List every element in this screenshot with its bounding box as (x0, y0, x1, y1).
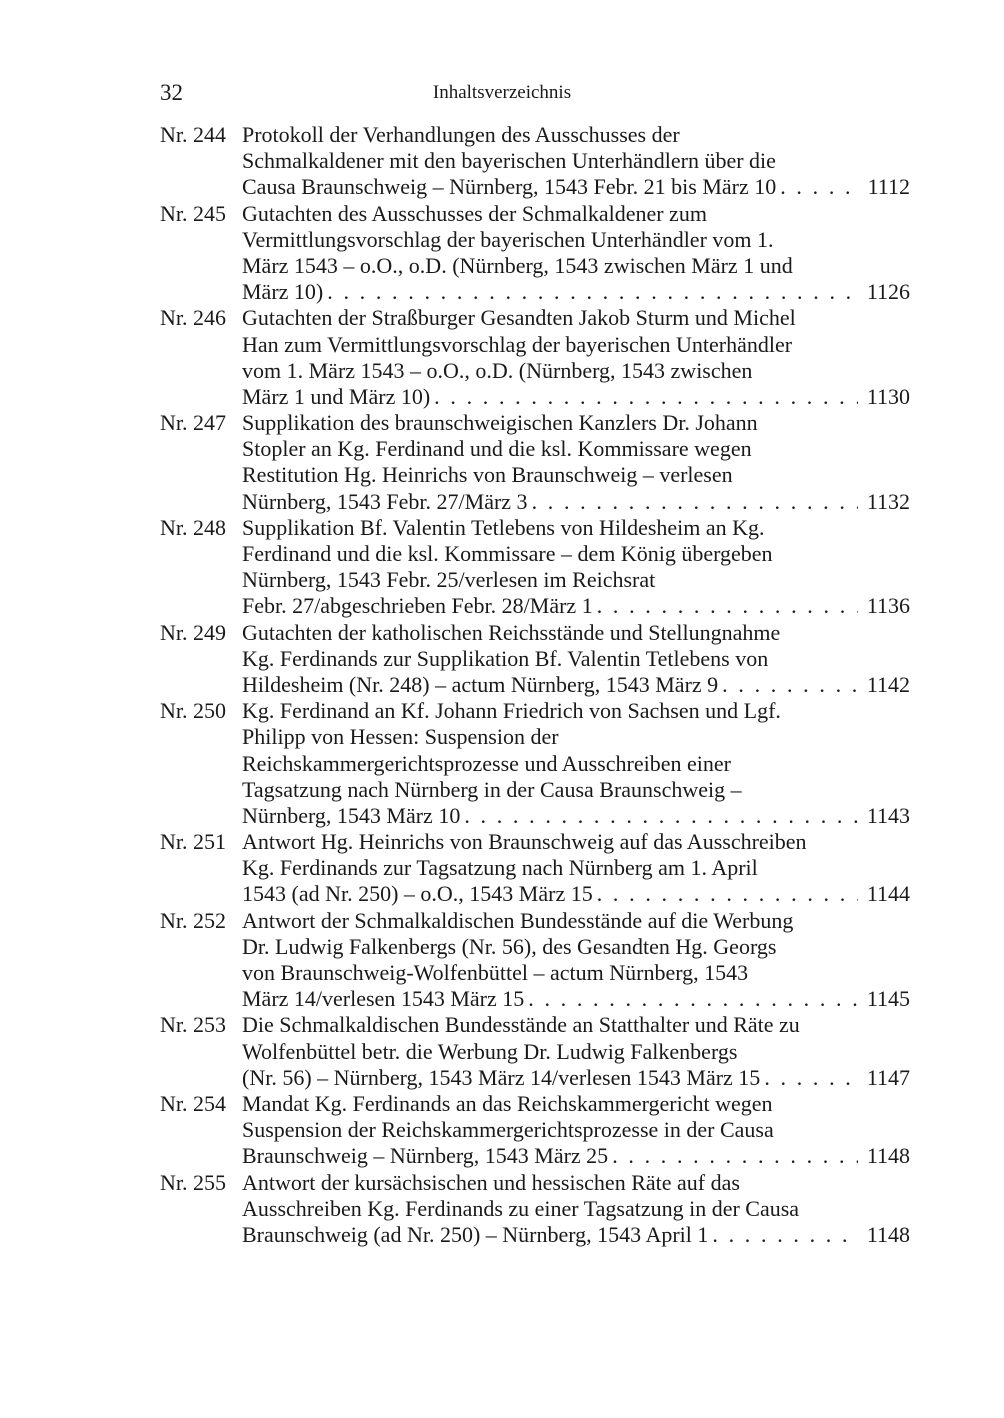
toc-entry (160, 515, 910, 620)
page-reference: 1147 (866, 1064, 910, 1090)
entry-title-line: Nürnberg, 1543 Febr. 25/verlesen im Reichsrat (242, 567, 656, 593)
entry-title-line: Gutachten der Straßburger Gesandten Jakob Sturm und Michel (242, 305, 796, 331)
toc-entry (160, 1170, 910, 1249)
entry-title-line: (Nr. 56) – Nürnberg, 1543 März 14/verlesen 1543 März 15 (242, 1064, 761, 1090)
toc-entry (160, 620, 910, 699)
dot-leader (764, 1065, 858, 1091)
page-reference: 1142 (866, 671, 910, 697)
entry-title-line: Ausschreiben Kg. Ferdinands zu einer Tagsatzung in der Causa (242, 1195, 800, 1221)
entry-title-line: Hildesheim (Nr. 248) – actum Nürnberg, 1543 März 9 (242, 671, 719, 697)
entry-title-line: vom 1. März 1543 – o.O., o.D. (Nürnberg, 1543 zwischen (242, 357, 753, 383)
entry-title-line: Han zum Vermittlungsvorschlag der bayerischen Unterhändler (242, 331, 793, 357)
entry-title-line: Antwort Hg. Heinrichs von Braunschweig auf das Ausschreiben (242, 829, 807, 855)
entry-last-line (242, 384, 910, 410)
entry-title-line: Dr. Ludwig Falkenbergs (Nr. 56), des Gesandten Hg. Georgs (242, 933, 777, 959)
entry-title-line: März 14/verlesen 1543 März 15 (242, 986, 525, 1012)
entry-last-line (242, 1143, 910, 1169)
toc-entry (160, 908, 910, 1013)
entry-title-line: Protokoll der Verhandlungen des Ausschusses der (242, 122, 680, 147)
entry-title-line: Stopler an Kg. Ferdinand und die ksl. Kommissare wegen (242, 436, 752, 462)
entry-title-line: Wolfenbüttel betr. die Werbung Dr. Ludwig Falkenbergs (242, 1038, 738, 1064)
entry-title (242, 1091, 910, 1170)
entry-title-line: Kg. Ferdinands zur Tagsatzung nach Nürnberg am 1. April (242, 855, 758, 881)
toc-entry (160, 1091, 910, 1170)
entry-title-line: Reichskammergerichtsprozesse und Ausschreiben einer (242, 750, 731, 776)
entry-title (242, 1012, 910, 1091)
entry-title (242, 620, 910, 699)
entry-last-line (242, 986, 910, 1012)
entry-title-line: Supplikation des braunschweigischen Kanzlers Dr. Johann (242, 410, 758, 436)
entry-title-line: Mandat Kg. Ferdinands an das Reichskammergericht wegen (242, 1090, 773, 1116)
toc-entry (160, 305, 910, 410)
entry-title-line: Restitution Hg. Heinrichs von Braunschweig – verlesen (242, 462, 733, 488)
dot-leader (712, 1222, 858, 1248)
dot-leader (722, 672, 858, 698)
toc-entry (160, 829, 910, 908)
dot-leader (532, 489, 858, 515)
entry-title (242, 1170, 910, 1249)
entry-title-line: Antwort der kursächsischen und hessischen Räte auf das (242, 1169, 740, 1195)
entry-title-line: 1543 (ad Nr. 250) – o.O., 1543 März 15 (242, 881, 593, 907)
toc-entry (160, 201, 910, 306)
entry-number: Nr. 253 (160, 1012, 226, 1038)
entry-title (242, 122, 910, 201)
page-reference: 1130 (866, 383, 910, 409)
entry-title-line: Supplikation Bf. Valentin Tetlebens von Hildesheim an Kg. (242, 514, 765, 540)
page-reference: 1112 (867, 174, 910, 200)
entry-number: Nr. 248 (160, 514, 226, 540)
page-reference: 1132 (866, 488, 910, 514)
entry-number: Nr. 254 (160, 1090, 226, 1116)
entry-title-line: Antwort der Schmalkaldischen Bundesstände auf die Werbung (242, 907, 794, 933)
entry-number: Nr. 247 (160, 410, 226, 436)
page-reference: 1148 (866, 1221, 910, 1247)
dot-leader (528, 986, 858, 1012)
entry-title (242, 829, 910, 908)
entry-title-line: März 10) (242, 279, 324, 305)
entry-title-line: März 1543 – o.O., o.D. (Nürnberg, 1543 zwischen März 1 und (242, 252, 793, 278)
dot-leader (612, 1143, 858, 1169)
entry-title-line: Braunschweig (ad Nr. 250) – Nürnberg, 1543 April 1 (242, 1221, 709, 1247)
page-reference: 1126 (866, 279, 910, 305)
entry-title-line: Causa Braunschweig – Nürnberg, 1543 Febr. 21 bis März 10 (242, 174, 777, 200)
entry-last-line (242, 593, 910, 619)
entry-last-line (242, 881, 910, 907)
entry-title (242, 908, 910, 1013)
entry-title-line: von Braunschweig-Wolfenbüttel – actum Nürnberg, 1543 (242, 960, 749, 985)
entry-title (242, 305, 910, 410)
dot-leader (597, 881, 858, 907)
toc-entry (160, 122, 910, 201)
entry-title (242, 698, 910, 829)
entry-title-line: Braunschweig – Nürnberg, 1543 März 25 (242, 1143, 609, 1169)
entry-number: Nr. 246 (160, 305, 226, 331)
entry-number: Nr. 251 (160, 829, 226, 855)
page-reference: 1136 (866, 593, 910, 619)
page-reference: 1143 (866, 802, 910, 828)
entry-last-line (242, 1065, 910, 1091)
entry-last-line (242, 489, 910, 515)
entry-last-line (242, 174, 910, 200)
entry-title-line: Ferdinand und die ksl. Kommissare – dem König übergeben (242, 541, 773, 566)
entry-title (242, 201, 910, 306)
dot-leader (464, 803, 858, 829)
dot-leader (597, 593, 858, 619)
entry-title (242, 515, 910, 620)
entry-title-line: Nürnberg, 1543 Febr. 27/März 3 (242, 488, 528, 514)
page-reference: 1148 (866, 1143, 910, 1169)
entry-last-line (242, 672, 910, 698)
toc-entry (160, 698, 910, 829)
entry-number: Nr. 252 (160, 907, 226, 933)
dot-leader (327, 279, 858, 305)
entry-title-line: Philipp von Hessen: Suspension der (242, 724, 559, 750)
entry-title-line: Die Schmalkaldischen Bundesstände an Statthalter und Räte zu (242, 1012, 800, 1038)
entry-last-line (242, 803, 910, 829)
table-of-contents (160, 122, 910, 1248)
entry-title-line: Kg. Ferdinand an Kf. Johann Friedrich von Sachsen und Lgf. (242, 698, 781, 724)
entry-title-line: Gutachten der katholischen Reichsstände und Stellungnahme (242, 619, 781, 645)
page-reference: 1144 (866, 881, 910, 907)
entry-last-line (242, 279, 910, 305)
toc-entry (160, 1012, 910, 1091)
entry-title-line: Gutachten des Ausschusses der Schmalkaldener zum (242, 200, 707, 226)
entry-number: Nr. 250 (160, 698, 226, 724)
entry-number: Nr. 245 (160, 200, 226, 226)
entry-number: Nr. 244 (160, 122, 226, 147)
toc-entry (160, 410, 910, 515)
dot-leader (780, 174, 858, 200)
dot-leader (434, 384, 858, 410)
entry-number: Nr. 249 (160, 619, 226, 645)
entry-title-line: Tagsatzung nach Nürnberg in der Causa Braunschweig – (242, 776, 742, 802)
entry-title (242, 410, 910, 515)
entry-title-line: März 1 und März 10) (242, 383, 431, 409)
entry-title-line: Suspension der Reichskammergerichtsprozesse in der Causa (242, 1117, 774, 1143)
entry-last-line (242, 1222, 910, 1248)
entry-title-line: Febr. 27/abgeschrieben Febr. 28/März 1 (242, 593, 593, 619)
entry-title-line: Nürnberg, 1543 März 10 (242, 802, 461, 828)
entry-title-line: Vermittlungsvorschlag der bayerischen Unterhändler vom 1. (242, 226, 774, 252)
running-title: Inhaltsverzeichnis (432, 82, 572, 103)
entry-title-line: Kg. Ferdinands zur Supplikation Bf. Valentin Tetlebens von (242, 645, 769, 671)
entry-title-line: Schmalkaldener mit den bayerischen Unterhändlern über die (242, 148, 776, 174)
entry-number: Nr. 255 (160, 1169, 226, 1195)
page-number: 32 (160, 80, 183, 105)
page-reference: 1145 (866, 986, 910, 1012)
